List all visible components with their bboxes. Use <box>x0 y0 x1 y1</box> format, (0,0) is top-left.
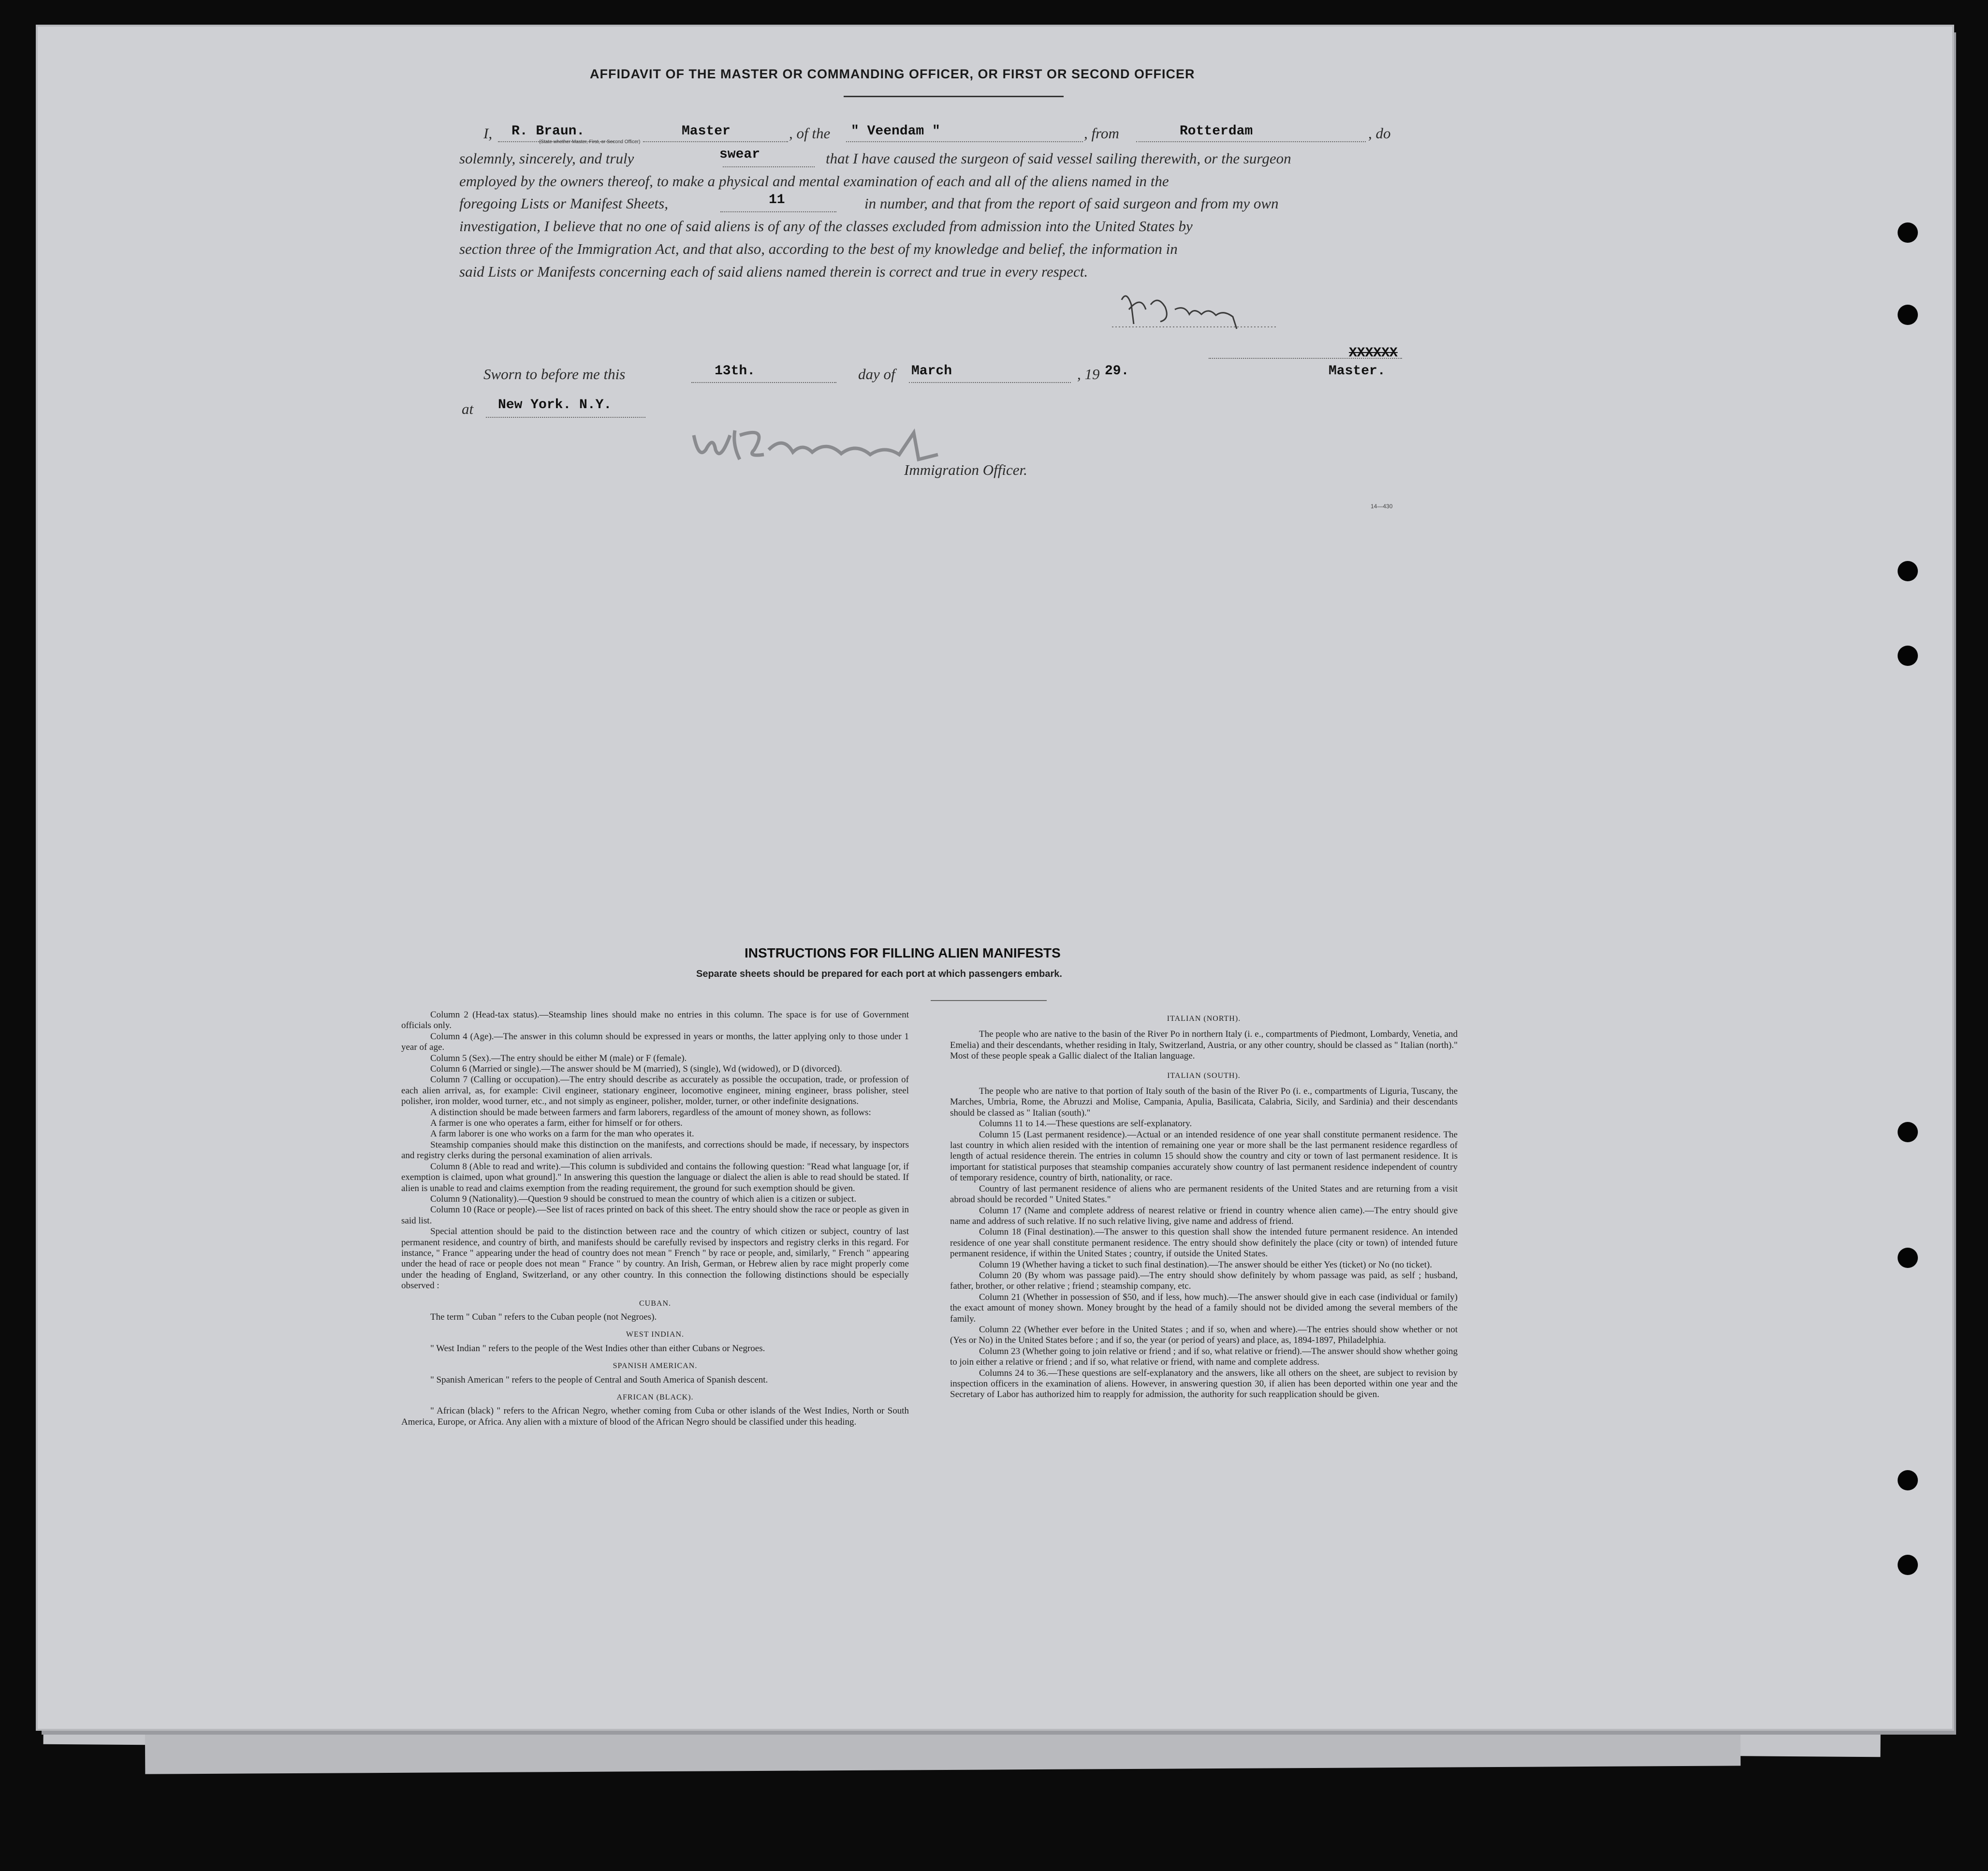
instruction-paragraph: Column 5 (Sex).—The entry should be either M (male) or F (female). <box>430 1053 687 1063</box>
binder-hole <box>1898 305 1918 325</box>
form-number: 14—430 <box>1371 503 1393 510</box>
section-heading: ITALIAN (SOUTH). <box>1167 1071 1241 1080</box>
instruction-paragraph: Columns 11 to 14.—These questions are self-explanatory. <box>979 1119 1192 1129</box>
blank-line <box>909 382 1071 383</box>
instruction-paragraph: The people who are native to that portion of Italy south of the basin of the River Po (i. e., compartments of Liguria, Tuscany, the Marches, Umbria, Rome, the Abruzzi and Molise, Campania, Apulia, Basilicata, Calabria, Sicily, and Sardinia) and their descendants should be classed as " Italian (south)." <box>950 1086 1458 1118</box>
binder-hole <box>1898 646 1918 666</box>
binder-hole <box>1898 222 1918 243</box>
blank-line <box>643 141 788 142</box>
title-rule <box>844 96 1064 97</box>
affidavit-title: AFFIDAVIT OF THE MASTER OR COMMANDING OFFICER, OR FIRST OR SECOND OFFICER <box>590 67 1195 81</box>
instruction-paragraph: Column 8 (Able to read and write).—This column is subdivided and contains the following question: "Read what language [or, if exemption is claimed, upon what ground]." In answering this question the language or dialect the alien is able to read should be stated. If alien is unable to read and claims exemption from the reading requirement, the ground for such exemption should be given. <box>401 1161 909 1193</box>
master-label: Master. <box>1329 364 1386 379</box>
affidavit-text: I, <box>483 125 493 142</box>
instructions-left-column <box>401 1010 909 1428</box>
binder-hole <box>1898 561 1918 581</box>
master-name: R. Braun. <box>512 124 585 139</box>
instruction-paragraph: Column 20 (By whom was passage paid).—The entry should show definitely by whom passage was paid, as self ; husband, father, brother, or other relative ; friend ; steamship company, etc. <box>950 1270 1458 1292</box>
instruction-paragraph: Column 19 (Whether having a ticket to such final destination).—The answer should be either Yes (ticket) or No (no ticket). <box>979 1259 1433 1270</box>
affidavit-line-2 <box>459 150 1417 167</box>
instruction-paragraph: Column 22 (Whether ever before in the United States ; and if so, when and where).—The entries should show whether or not (Yes or No) in the United States before ; and if so, the year (or period of years) and place, as, 1894-1897, Philadelphia. <box>950 1324 1458 1346</box>
instructions-title: INSTRUCTIONS FOR FILLING ALIEN MANIFESTS <box>745 945 1061 960</box>
sworn-day: 13th. <box>715 364 756 379</box>
sworn-month: March <box>911 364 952 379</box>
affidavit-text: , do <box>1368 125 1391 142</box>
affidavit-text: , 19 <box>1077 366 1100 383</box>
section-heading: CUBAN. <box>639 1299 671 1308</box>
instruction-paragraph: Column 15 (Last permanent residence).—Actual or an intended residence of one year shall constitute permanent residence. The last country in which alien resided with the intention of remaining one year or more shall be the last permanent residence regardless of length of actual residence therein. The entries in column 15 should show the country and city or town of last permanent residence. It is important for statistical purposes that steamship companies accurately show country of last permanent residence independent of country of temporary residence, country of birth, nationality, or race. <box>950 1129 1458 1183</box>
instruction-paragraph: Column 9 (Nationality).—Question 9 should be construed to mean the country of which alien is a citizen or subject. <box>430 1193 857 1204</box>
affidavit-text: Sworn to before me this <box>483 366 626 383</box>
manifest-page <box>38 27 1952 1729</box>
instruction-paragraph: Column 6 (Married or single).—The answer should be M (married), S (single), Wd (widowed), or D (divorced). <box>430 1064 842 1075</box>
instruction-paragraph: The term " Cuban " refers to the Cuban people (not Negroes). <box>430 1311 657 1322</box>
instruction-paragraph: Steamship companies should make this distinction on the manifests, and corrections should be made, if necessary, by inspectors and registry clerks during the personal examination of alien arrivals. <box>401 1139 909 1161</box>
immigration-officer-label: Immigration Officer. <box>904 461 1027 478</box>
binder-hole <box>1898 1470 1918 1490</box>
section-heading: WEST INDIAN. <box>626 1330 685 1339</box>
instructions-right-column <box>950 1010 1458 1400</box>
instruction-paragraph: " Spanish American " refers to the people of Central and South America of Spanish descent. <box>430 1374 768 1385</box>
affidavit-line-4 <box>459 195 1417 212</box>
sheet-count: 11 <box>769 192 785 207</box>
instruction-paragraph: Column 17 (Name and complete address of nearest relative or friend in country whence alien came).—The entry should give name and address of such relative. If no such relative living, give name and address of friend. <box>950 1205 1458 1226</box>
affidavit-text: foregoing Lists or Manifest Sheets, <box>459 195 668 212</box>
blank-line <box>1136 141 1366 142</box>
instruction-paragraph: A farmer is one who operates a farm, either for himself or for others. <box>430 1118 683 1129</box>
affidavit-line-6: section three of the Immigration Act, and that also, according to the best of my knowledge and belief, the information in <box>459 240 1178 257</box>
master-signature <box>1112 280 1286 334</box>
instruction-paragraph: Country of last permanent residence of aliens who are permanent residents of the United States and are returning from a visit abroad should be recorded " United States." <box>950 1183 1458 1205</box>
binder-hole <box>1898 1248 1918 1268</box>
instruction-paragraph: " African (black) " refers to the African Negro, whether coming from Cuba or other islands of the West Indies, North or South America, Europe, or Africa. Any alien with a mixture of blood of the African Negro should be classified under this heading. <box>401 1406 909 1427</box>
instruction-paragraph: A farm laborer is one who works on a farm for the man who operates it. <box>430 1129 694 1139</box>
officer-rank: Master <box>682 124 731 139</box>
section-heading: ITALIAN (NORTH). <box>1167 1015 1241 1023</box>
blank-line <box>846 141 1083 142</box>
instruction-paragraph: Column 18 (Final destination).—The answer to this question shall show the intended future permanent residence. An intended residence of one year shall constitute permanent residence. The entry should show definitely the place (city or town) of intended future permanent residence, if within the United States ; country, if outside the United States. <box>950 1227 1458 1259</box>
instruction-paragraph: " West Indian " refers to the people of the West Indies other than either Cubans or Negroes. <box>430 1343 765 1354</box>
subtitle-rule <box>931 1000 1047 1001</box>
instruction-paragraph: Column 7 (Calling or occupation).—The entry should describe as accurately as possible the occupation, trade, or profession of each alien arrival, as, for example: Civil engineer, stationary engineer, locomotive engineer, mining engineer, brass polisher, steel polisher, iron molder, wood turner, etc., and not simply as engineer, polisher, molder, turner, or other indefinite designations. <box>401 1075 909 1107</box>
sworn-location: New York. N.Y. <box>498 398 612 413</box>
section-heading: AFRICAN (BLACK). <box>616 1393 694 1401</box>
affidavit-line-7: said Lists or Manifests concerning each of said aliens named therein is correct and true in every respect. <box>459 263 1088 280</box>
struck-text: XXXXXX <box>1349 346 1398 361</box>
affidavit-text: day of <box>858 366 895 383</box>
instruction-paragraph: Column 2 (Head-tax status).—Steamship lines should make no entries in this column. The space is for use of Government officials only. <box>401 1010 909 1031</box>
affidavit-line-3: employed by the owners thereof, to make a physical and mental examination of each and all of the aliens named in the <box>459 173 1169 190</box>
oath-word: swear <box>719 147 760 162</box>
section-heading: SPANISH AMERICAN. <box>613 1362 698 1370</box>
affidavit-text: that I have caused the surgeon of said vessel sailing therewith, or the surgeon <box>826 150 1291 167</box>
affidavit-text: , of the <box>789 125 831 142</box>
blank-line <box>723 166 815 167</box>
instruction-paragraph: Column 23 (Whether going to join relative or friend ; and if so, what relative or friend).—The answer should show whether going to join either a relative or friend ; and if so, what relative or friend, with name and complete address. <box>950 1346 1458 1368</box>
instructions-subtitle: Separate sheets should be prepared for each port at which passengers embark. <box>696 969 1062 979</box>
affidavit-text: in number, and that from the report of said surgeon and from my own <box>864 195 1279 212</box>
instruction-paragraph: Column 4 (Age).—The answer in this column should be expressed in years or months, the latter applying only to those under 1 year of age. <box>401 1031 909 1053</box>
binder-hole <box>1898 1555 1918 1575</box>
instruction-paragraph: Column 21 (Whether in possession of $50, and if less, how much).—The answer should give in each case (individual or family) the exact amount of money shown. Money brought by the head of a family should not be divided among the several members of the family. <box>950 1292 1458 1324</box>
affidavit-line-5: investigation, I believe that no one of said aliens is of any of the classes excluded from admission into the United States by <box>459 218 1193 235</box>
rank-hint: (State whether Master, First, or Second Officer) <box>539 139 641 145</box>
sworn-year: 29. <box>1105 364 1129 379</box>
affidavit-text: at <box>462 400 474 417</box>
instruction-paragraph: The people who are native to the basin of the River Po in northern Italy (i. e., compartments of Piedmont, Lombardy, Venetia, and Emelia) and their descendants, whether residing in Italy, Switzerland, Austria, or any other country, should be classed as " Italian (north)." Most of these people speak a Gallic dialect of the Italian language. <box>950 1029 1458 1061</box>
instruction-paragraph: Special attention should be paid to the distinction between race and the country of which citizen or subject, country of last permanent residence, and country of birth, and manifests should be carefully revised by inspectors and registry clerks in this regard. For instance, " France " appearing under the head of country does not mean " French " by race or people, and, similarly, " French " appearing under the head of race or people does not mean " France " by country. An Irish, German, or Hebrew alien by race might properly come under the heading of England, Switzerland, or any other country. In this connection the following distinctions should be especially observed : <box>401 1226 909 1291</box>
affidavit-text: , from <box>1084 125 1119 142</box>
affidavit-text: solemnly, sincerely, and truly <box>459 150 634 167</box>
instruction-paragraph: A distinction should be made between farmers and farm laborers, regardless of the amount of money shown, as follows: <box>430 1107 871 1118</box>
sworn-line <box>483 366 1160 383</box>
signature-line <box>1209 358 1402 359</box>
instruction-paragraph: Columns 24 to 36.—These questions are self-explanatory and the answers, like all others on the sheet, are subject to revision by inspection officers in the examination of aliens. However, in answering question 30, if alien has been deported within one year and the Secretary of Labor has authorized him to reapply for admission, the authority for such reapplication should be given. <box>950 1368 1458 1400</box>
vessel-name: " Veendam " <box>851 124 940 139</box>
instruction-paragraph: Column 10 (Race or people).—See list of races printed on back of this sheet. The entry should show the race or people as given in said list. <box>401 1205 909 1226</box>
blank-line <box>691 382 836 383</box>
blank-line <box>720 211 836 212</box>
blank-line <box>486 417 645 418</box>
binder-hole <box>1898 1122 1918 1142</box>
departure-port: Rotterdam <box>1180 124 1253 139</box>
